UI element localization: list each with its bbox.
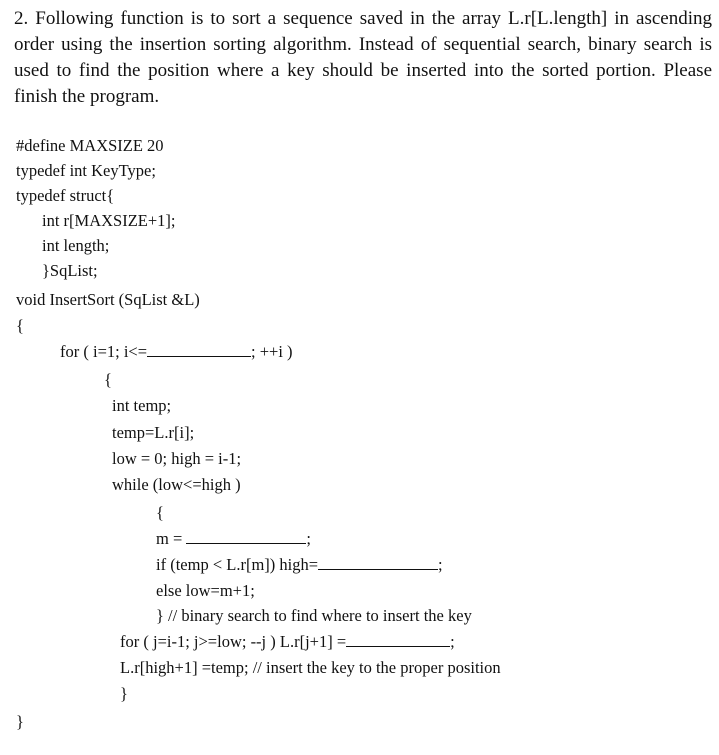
answer-blank-3[interactable] <box>318 555 438 570</box>
code-while-open: { <box>156 503 164 522</box>
code-while: while (low<=high ) <box>112 475 241 494</box>
code-for-close: } <box>120 684 128 703</box>
code-typedef-struct: typedef struct{ <box>16 186 115 205</box>
code-field-r: int r[MAXSIZE+1]; <box>42 211 176 230</box>
code-for2-suffix: ; <box>450 632 455 651</box>
code-typedef-keytype: typedef int KeyType; <box>16 161 156 180</box>
code-for-prefix: for ( i=1; i<= <box>60 342 148 361</box>
code-if-line <box>156 555 443 575</box>
code-m-suffix: ; <box>306 529 311 548</box>
code-for-suffix: ; ++i ) <box>251 342 293 361</box>
code-for-loop <box>60 342 293 362</box>
code-close-brace: } <box>16 712 24 731</box>
code-if-suffix: ; <box>438 555 443 574</box>
code-m-assign <box>156 529 311 549</box>
code-low-high: low = 0; high = i-1; <box>112 449 242 468</box>
code-for-open: { <box>104 370 112 389</box>
question-text: 2. Following function is to sort a sequence saved in the array L.r[L.length] in ascending order using the insertion sorting algorithm. Instead of sequential search, binary search is used to find the position where a key should be inserted into the sorted portion. Please finish the program. <box>14 8 712 107</box>
code-if-prefix: if (temp < L.r[m]) high= <box>156 555 319 574</box>
code-struct-end: }SqList; <box>42 261 98 280</box>
code-else-line: else low=m+1; <box>156 581 255 600</box>
code-insert-line: L.r[high+1] =temp; // insert the key to the proper position <box>120 658 501 677</box>
code-field-length: int length; <box>42 236 110 255</box>
code-m-prefix: m = <box>156 529 187 548</box>
code-function-signature: void InsertSort (SqList &L) <box>16 290 200 309</box>
code-define: #define MAXSIZE 20 <box>16 136 164 155</box>
answer-blank-4[interactable] <box>346 632 450 647</box>
answer-blank-2[interactable] <box>186 529 306 544</box>
code-int-temp: int temp; <box>112 396 172 415</box>
answer-blank-1[interactable] <box>147 342 251 357</box>
code-temp-assign: temp=L.r[i]; <box>112 423 195 442</box>
code-for2-line <box>120 632 455 652</box>
code-while-close: } // binary search to find where to insert the key <box>156 606 472 625</box>
code-for2-prefix: for ( j=i-1; j>=low; --j ) L.r[j+1] = <box>120 632 347 651</box>
code-open-brace: { <box>16 316 24 335</box>
